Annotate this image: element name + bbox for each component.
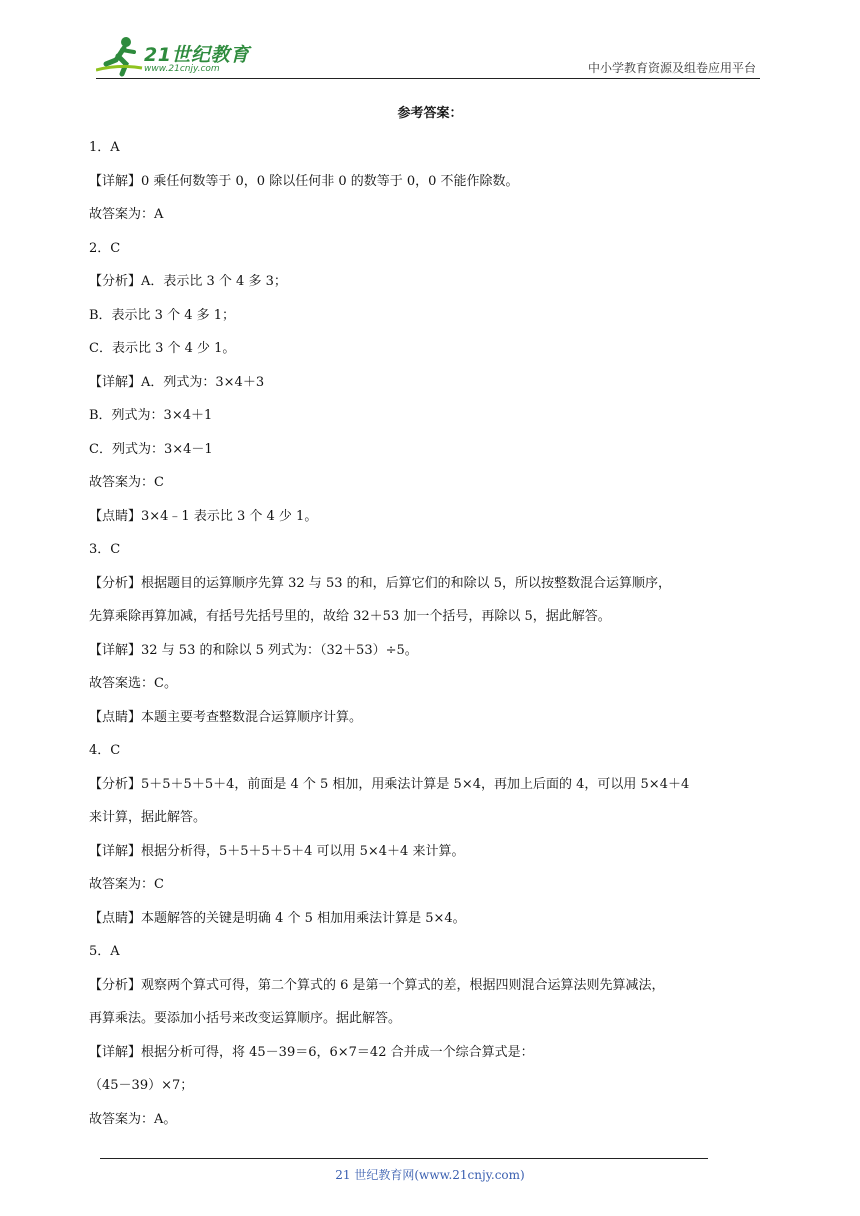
answer-line: 故答案为：C — [89, 475, 164, 490]
footer-link[interactable]: 21 世纪教育网(www.21cnjy.com) — [335, 1168, 525, 1182]
answer-line: 【点睛】本题解答的关键是明确 4 个 5 相加用乘法计算是 5×4。 — [89, 910, 466, 926]
answer-line: C．列式为：3×4－1 — [89, 441, 213, 457]
answer-line: B．表示比 3 个 4 多 1； — [89, 307, 236, 323]
logo-text: 21世纪教育 — [144, 44, 250, 66]
site-logo — [96, 34, 296, 78]
footer-divider — [100, 1158, 708, 1159]
answer-line: 1．A — [89, 140, 120, 155]
answer-line: 【详解】0 乘任何数等于 0，0 除以任何非 0 的数等于 0，0 不能作除数。 — [89, 173, 519, 189]
runner-logo-icon — [96, 34, 144, 78]
answer-line: 3．C — [89, 542, 121, 557]
answer-line: 再算乘法。要添加小括号来改变运算顺序。据此解答。 — [89, 1011, 402, 1026]
answer-line: 先算乘除再算加减，有括号先括号里的，故给 32＋53 加一个括号，再除以 5，据此解答。 — [89, 609, 611, 624]
answer-line: 故答案为：C — [89, 877, 164, 892]
logo-url: www.21cnjy.com — [144, 64, 220, 74]
answer-line: 故答案为：A — [89, 207, 164, 222]
answer-line: 故答案为：A。 — [89, 1111, 177, 1127]
page-header — [96, 34, 760, 78]
answer-line: C．表示比 3 个 4 少 1。 — [89, 341, 236, 356]
answer-line: 【分析】根据题目的运算顺序先算 32 与 53 的和，后算它们的和除以 5，所以按整数混合运算顺序， — [89, 575, 672, 591]
answer-line: 4．C — [89, 743, 121, 758]
answer-line: 故答案选：C。 — [89, 676, 177, 691]
header-platform-text: 中小学教育资源及组卷应用平台 — [587, 61, 756, 75]
page-title: 参考答案： — [397, 106, 463, 121]
header-divider — [96, 78, 760, 79]
answer-content — [89, 131, 765, 1136]
answer-line: 【点睛】本题主要考查整数混合运算顺序计算。 — [89, 709, 363, 725]
answer-line: 【分析】A．表示比 3 个 4 多 3； — [89, 274, 287, 289]
answer-line: 【分析】观察两个算式可得，第二个算式的 6 是第一个算式的差，根据四则混合运算法则先算减法， — [89, 977, 665, 993]
answer-line: （45－39）×7； — [89, 1078, 194, 1093]
answer-line: 【详解】根据分析可得，将 45－39＝6，6×7＝42 合并成一个综合算式是： — [89, 1044, 534, 1060]
answer-line: B．列式为：3×4＋1 — [89, 408, 213, 423]
answer-line: 【详解】根据分析得，5＋5＋5＋5＋4 可以用 5×4＋4 来计算。 — [89, 843, 465, 859]
answer-line: 【详解】A．列式为：3×4＋3 — [89, 374, 265, 390]
answer-line: 【点睛】3×4﹣1 表示比 3 个 4 少 1。 — [89, 508, 318, 524]
answer-line: 来计算，据此解答。 — [89, 810, 207, 825]
answer-line: 【详解】32 与 53 的和除以 5 列式为：（32＋53）÷5。 — [89, 642, 418, 658]
answer-line: 【分析】5＋5＋5＋5＋4，前面是 4 个 5 相加，用乘法计算是 5×4，再加上后面的 4，可以用 5×4＋4 — [89, 776, 690, 792]
answer-line: 5．A — [89, 944, 120, 959]
answer-line: 2．C — [89, 240, 121, 256]
